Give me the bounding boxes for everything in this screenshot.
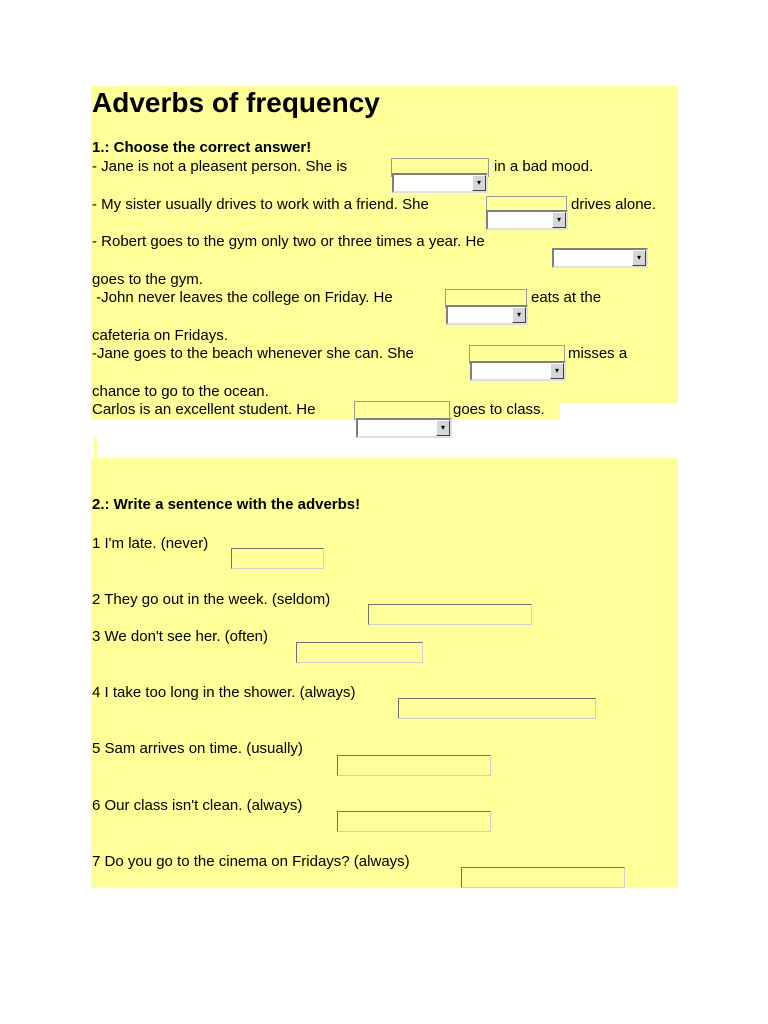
exercise-3-dropdown[interactable]	[552, 248, 648, 268]
exercise-4-text-c: cafeteria on Fridays.	[92, 327, 228, 344]
exercise-6-text-b: goes to class.	[453, 401, 545, 418]
exercise-1-text-b: in a bad mood.	[494, 158, 594, 175]
sentence-6-input[interactable]	[337, 811, 491, 832]
section-1-heading: 1.: Choose the correct answer!	[92, 139, 312, 156]
sentence-2-prompt: 2 They go out in the week. (seldom)	[92, 591, 331, 608]
exercise-5-text-b: misses a	[568, 345, 628, 362]
exercise-4-text-b: eats at the	[531, 289, 602, 306]
exercise-5-dropdown[interactable]	[470, 361, 566, 381]
sentence-5-input[interactable]	[337, 755, 491, 776]
exercise-5-text-c: chance to go to the ocean.	[92, 383, 269, 400]
exercise-3-text-b: goes to the gym.	[92, 271, 203, 288]
sentence-3-input[interactable]	[296, 642, 423, 663]
sentence-4-input[interactable]	[398, 698, 596, 719]
sentence-7-prompt: 7 Do you go to the cinema on Fridays? (always)	[92, 853, 410, 870]
exercise-2-dropdown[interactable]	[486, 210, 568, 230]
chevron-down-icon[interactable]: ▾	[472, 175, 486, 191]
exercise-6-text-a: Carlos is an excellent student. He	[92, 401, 316, 418]
exercise-6-dropdown[interactable]	[356, 418, 452, 438]
sentence-2-input[interactable]	[368, 604, 532, 625]
chevron-down-icon[interactable]: ▾	[632, 250, 646, 266]
sentence-6-prompt: 6 Our class isn't clean. (always)	[92, 797, 303, 814]
sentence-4-prompt: 4 I take too long in the shower. (always)	[92, 684, 356, 701]
sentence-7-input[interactable]	[461, 867, 625, 888]
exercise-4-text-a: -John never leaves the college on Friday. He	[92, 289, 393, 306]
exercise-1-dropdown[interactable]	[392, 173, 488, 193]
worksheet-panel-gap-marker	[94, 438, 97, 458]
sentence-1-input[interactable]	[231, 548, 324, 569]
chevron-down-icon[interactable]: ▾	[550, 363, 564, 379]
exercise-3-text-a: - Robert goes to the gym only two or three times a year. He	[92, 233, 485, 250]
exercise-2-text-a: - My sister usually drives to work with a friend. She	[92, 196, 429, 213]
page-title: Adverbs of frequency	[92, 87, 380, 118]
chevron-down-icon[interactable]: ▾	[512, 307, 526, 323]
section-2-heading: 2.: Write a sentence with the adverbs!	[92, 496, 361, 513]
sentence-5-prompt: 5 Sam arrives on time. (usually)	[92, 740, 303, 757]
exercise-5-text-a: -Jane goes to the beach whenever she can. She	[92, 345, 414, 362]
exercise-1-text-a: - Jane is not a pleasent person. She is	[92, 158, 348, 175]
exercise-2-text-b: drives alone.	[571, 196, 657, 213]
sentence-3-prompt: 3 We don't see her. (often)	[92, 628, 269, 645]
chevron-down-icon[interactable]: ▾	[436, 420, 450, 436]
sentence-1-prompt: 1 I'm late. (never)	[92, 535, 209, 552]
exercise-4-dropdown[interactable]	[446, 305, 528, 325]
chevron-down-icon[interactable]: ▾	[552, 212, 566, 228]
